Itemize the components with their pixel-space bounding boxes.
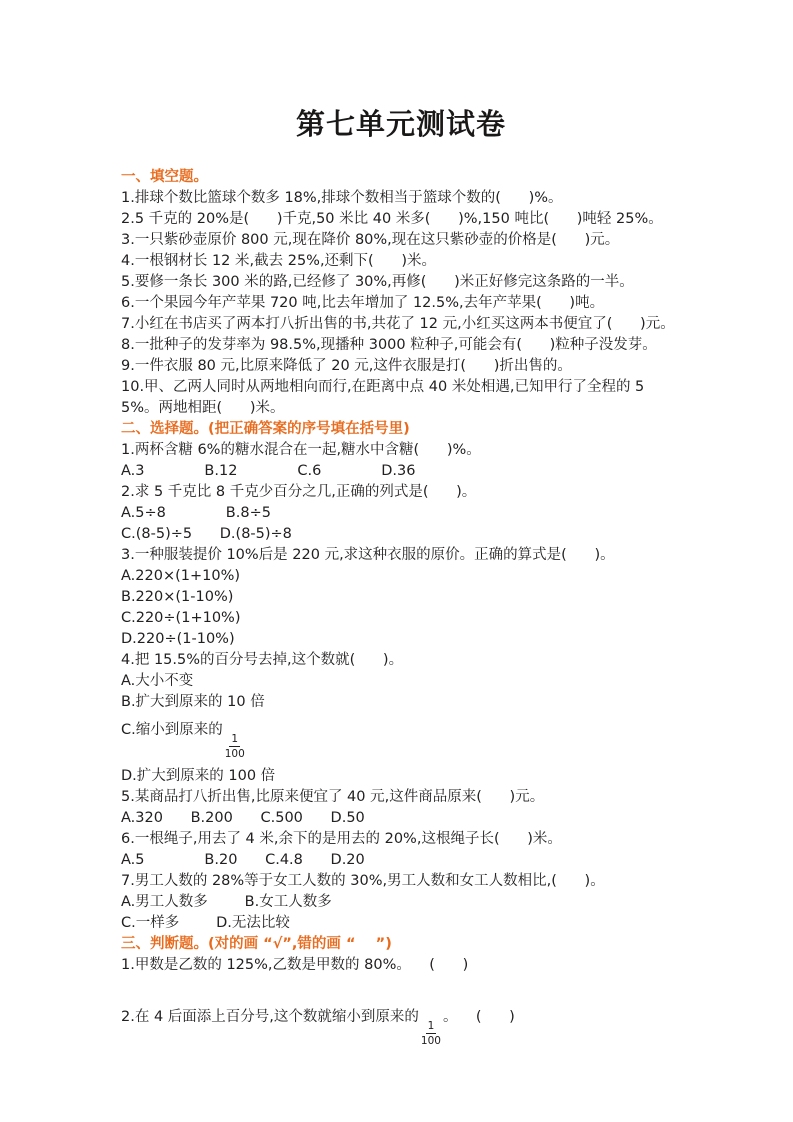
- question-1-3: 3.一只紫砂壶原价 800 元,现在降价 80%,现在这只紫砂壶的价格是( )元。: [121, 232, 620, 248]
- question-1-10: 10.甲、乙两人同时从两地相向而行,在距离中点 40 米处相遇,已知甲行了全程的 55%。两地相距( )米。: [121, 379, 645, 416]
- options-row-2-1: A.3 B.12 C.6 D.36: [121, 463, 416, 479]
- question-3-2: [121, 1000, 681, 1053]
- section-3-heading: 三、判断题。(对的画 “√”,错的画 “ ”): [121, 936, 392, 952]
- options-row-2-7a: A.男工人数多 B.女工人数多: [121, 894, 332, 910]
- question-2-5: 5.某商品打八折出售,比原来便宜了 40 元,这件商品原来( )元。: [121, 789, 545, 805]
- options-row-2-7b: C.一样多 D.无法比较: [121, 915, 290, 931]
- question-text: 2.在 4 后面添上百分号,这个数就缩小到原来的: [121, 1009, 419, 1025]
- question-2-6: 6.一根绳子,用去了 4 米,余下的是用去的 20%,这根绳子长( )米。: [121, 831, 562, 847]
- question-1-9: 9.一件衣服 80 元,比原来降低了 20 元,这件衣服是打( )折出售的。: [121, 358, 572, 374]
- section-2-heading: 二、选择题。(把正确答案的序号填在括号里): [121, 421, 410, 437]
- section-true-false: [121, 934, 681, 1053]
- question-1-4: 4.一根钢材长 12 米,截去 25%,还剩下( )米。: [121, 253, 437, 269]
- fraction-numerator: 1: [231, 733, 239, 745]
- option-2-4-c: [121, 713, 681, 766]
- fraction-denominator: 100: [224, 747, 245, 760]
- section-1-heading: 一、填空题。: [121, 169, 208, 185]
- option-2-4-d: D.扩大到原来的 100 倍: [121, 768, 276, 784]
- question-2-3: 3.一种服装提价 10%后是 220 元,求这种衣服的原价。正确的算式是( )。: [121, 547, 615, 563]
- option-2-3-c: C.220÷(1+10%): [121, 610, 241, 626]
- question-2-2: 2.求 5 千克比 8 千克少百分之几,正确的列式是( )。: [121, 484, 477, 500]
- question-1-5: 5.要修一条长 300 米的路,已经修了 30%,再修( )米正好修完这条路的一半。: [121, 274, 634, 290]
- question-2-7: 7.男工人数的 28%等于女工人数的 30%,男工人数和女工人数相比,( )。: [121, 873, 605, 889]
- options-row-2-2b: C.(8-5)÷5 D.(8-5)÷8: [121, 526, 292, 542]
- question-1-8: 8.一批种子的发芽率为 98.5%,现播种 3000 粒种子,可能会有( )粒种子没发芽。: [121, 337, 657, 353]
- question-text-end: 。 ( ): [442, 1009, 515, 1025]
- option-2-3-d: D.220÷(1-10%): [121, 631, 235, 647]
- question-3-1: 1.甲数是乙数的 125%,乙数是甲数的 80%。 ( ): [121, 957, 469, 973]
- fraction-one-hundredth: [421, 1021, 441, 1046]
- option-2-4-a: A.大小不变: [121, 673, 194, 689]
- option-text: C.缩小到原来的: [121, 722, 223, 738]
- question-1-7: 7.小红在书店买了两本打八折出售的书,共花了 12 元,小红买这两本书便宜了( )元。: [121, 316, 675, 332]
- options-row-2-5: A.320 B.200 C.500 D.50: [121, 810, 365, 826]
- question-2-4: 4.把 15.5%的百分号去掉,这个数就( )。: [121, 652, 404, 668]
- question-2-1: 1.两杯含糖 6%的糖水混合在一起,糖水中含糖( )%。: [121, 442, 481, 458]
- fraction-numerator: 1: [427, 1020, 435, 1032]
- fraction-denominator: 100: [420, 1034, 441, 1047]
- page-title: 第七单元测试卷: [295, 107, 506, 141]
- options-row-2-2a: A.5÷8 B.8÷5: [121, 505, 271, 521]
- options-row-2-6: A.5 B.20 C.4.8 D.20: [121, 852, 365, 868]
- section-multiple-choice: [121, 419, 681, 934]
- option-2-4-b: B.扩大到原来的 10 倍: [121, 694, 265, 710]
- section-fill-in-blanks: [121, 167, 681, 419]
- option-2-3-a: A.220×(1+10%): [121, 568, 241, 584]
- fraction-one-hundredth: [225, 734, 245, 759]
- question-1-1: 1.排球个数比篮球个数多 18%,排球个数相当于篮球个数的( )%。: [121, 190, 563, 206]
- question-1-6: 6.一个果园今年产苹果 720 吨,比去年增加了 12.5%,去年产苹果( )吨。: [121, 295, 605, 311]
- question-1-2: 2.5 千克的 20%是( )千克,50 米比 40 米多( )%,150 吨比( )吨轻 25%。: [121, 211, 663, 227]
- option-2-3-b: B.220×(1-10%): [121, 589, 234, 605]
